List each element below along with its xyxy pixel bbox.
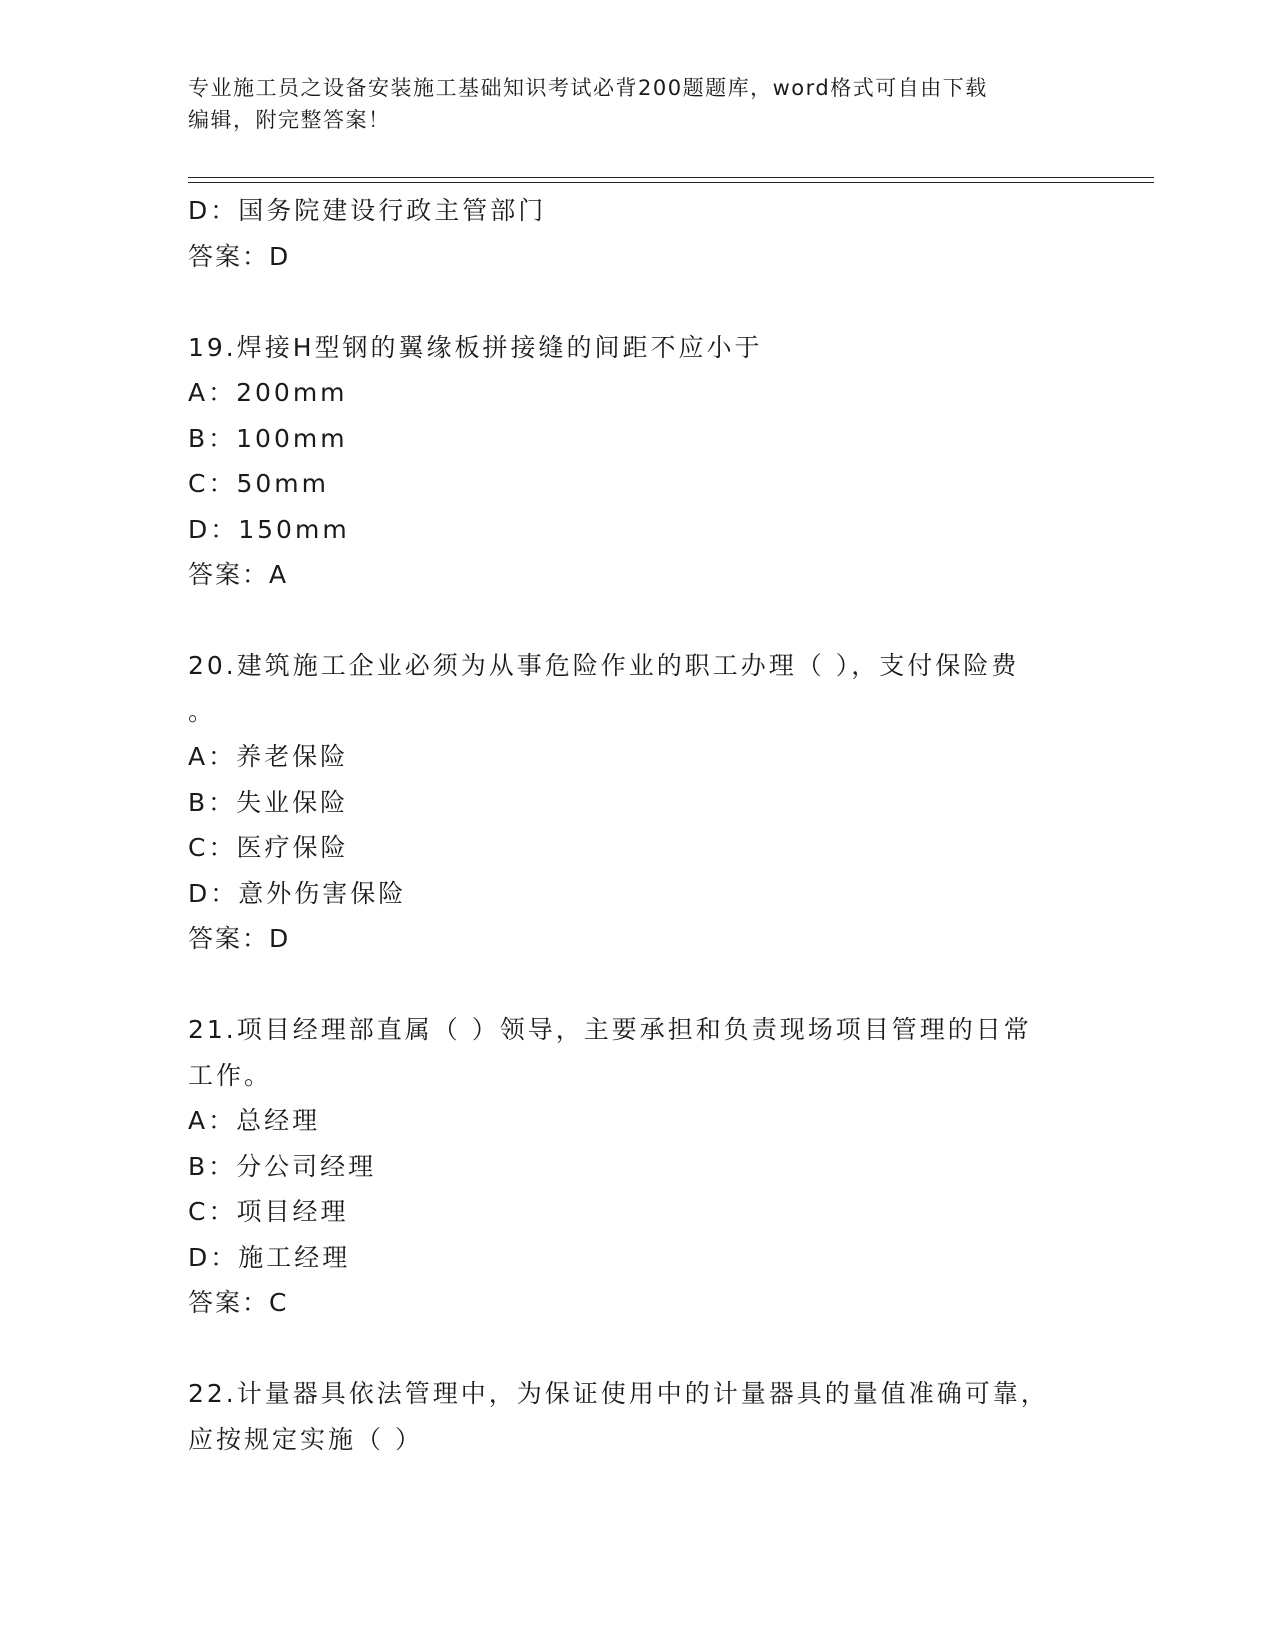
option-b: B：100mm (188, 423, 348, 453)
option-d: D：国务院建设行政主管部门 (188, 196, 547, 225)
header-divider-bottom (188, 182, 1154, 183)
question-title-continued: 工作。 (188, 1060, 273, 1090)
option-d: D：150mm (188, 514, 350, 544)
question-title: 20.建筑施工企业必须为从事危险作业的职工办理（ ），支付保险费 (188, 651, 1020, 680)
question-title: 22.计量器具依法管理中，为保证使用中的计量器具的量值准确可靠， (188, 1379, 1049, 1408)
question-title: 21.项目经理部直属（ ）领导，主要承担和负责现场项目管理的日常 (188, 1015, 1032, 1044)
header-divider-top (188, 177, 1154, 178)
spacer (188, 962, 1068, 1008)
question-title: 19.焊接H型钢的翼缘板拼接缝的间距不应小于 (188, 332, 763, 362)
option-d: D：施工经理 (188, 1242, 351, 1272)
option-b: B：分公司经理 (188, 1151, 377, 1181)
header-line-2: 编辑，附完整答案！ (188, 108, 391, 132)
spacer (188, 279, 1068, 325)
answer: 答案：D (188, 924, 291, 953)
option-a: A：总经理 (188, 1106, 321, 1135)
page-header (188, 72, 1068, 136)
option-d: D：意外伤害保险 (188, 878, 407, 908)
option-a: A：养老保险 (188, 742, 349, 771)
option-b: B：失业保险 (188, 787, 349, 817)
spacer (188, 1326, 1068, 1372)
option-c: C：医疗保险 (188, 833, 349, 862)
option-c: C：项目经理 (188, 1197, 349, 1226)
spacer (188, 598, 1068, 644)
option-a: A：200mm (188, 378, 348, 407)
option-c: C：50mm (188, 469, 329, 498)
answer: 答案：D (188, 241, 291, 271)
question-title-continued: 。 (188, 696, 217, 726)
header-line-1: 专业施工员之设备安装施工基础知识考试必背200题题库，word格式可自由下载 (188, 76, 988, 100)
question-title-continued: 应按规定实施（ ） (188, 1424, 423, 1454)
answer: 答案：A (188, 560, 289, 589)
question-list (188, 188, 1068, 1462)
answer: 答案：C (188, 1288, 289, 1317)
